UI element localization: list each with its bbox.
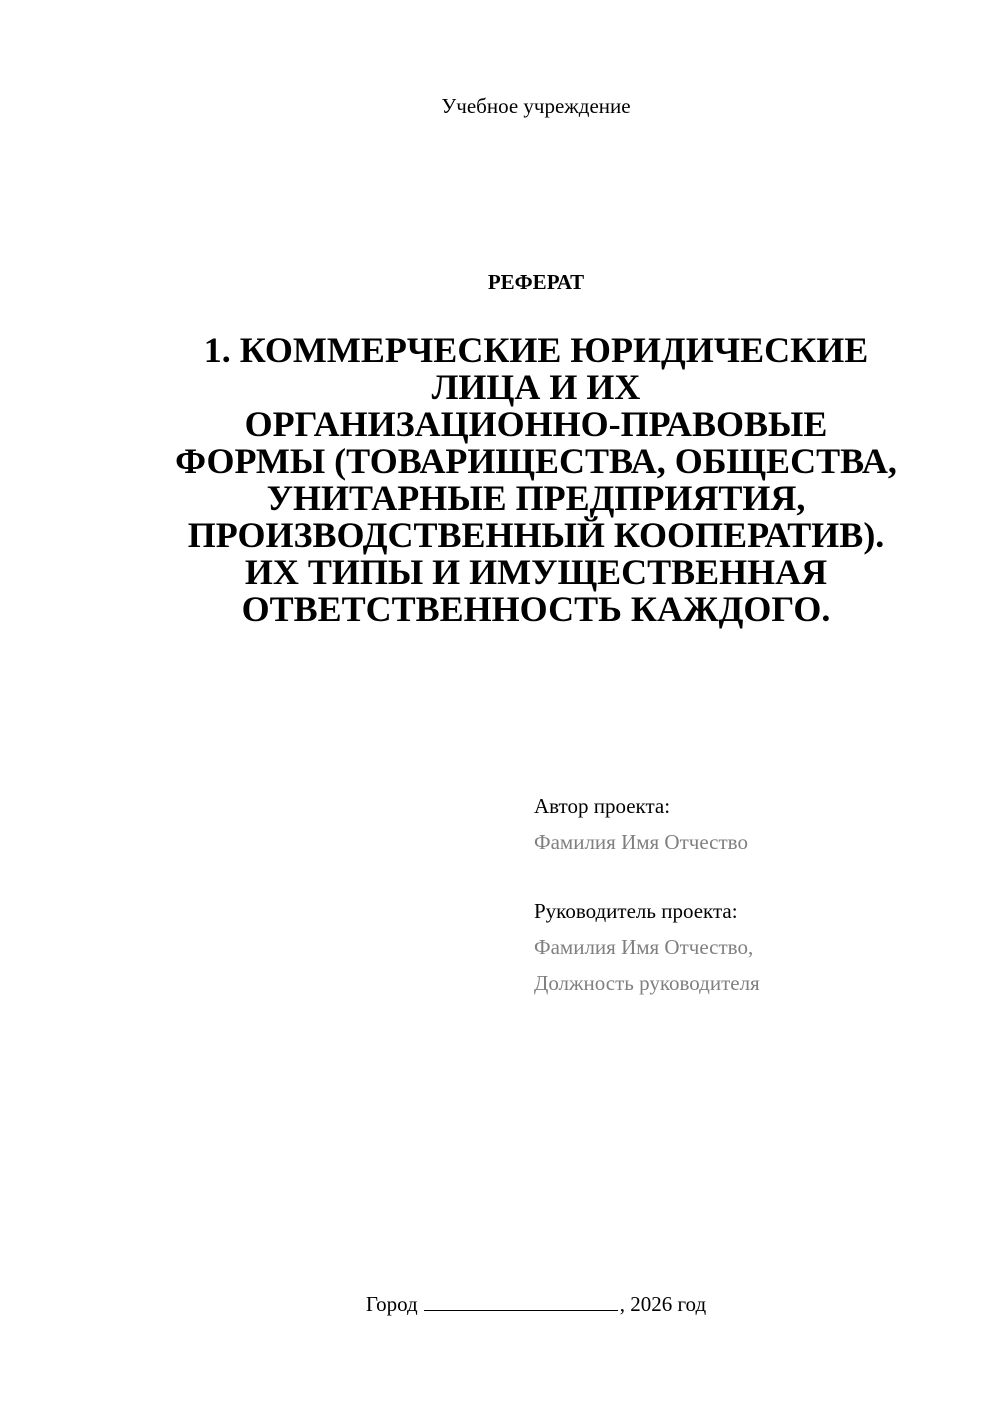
title-line: ОРГАНИЗАЦИОННО-ПРАВОВЫЕ xyxy=(244,404,828,444)
year-text: , 2026 год xyxy=(619,1292,707,1316)
institution-name: Учебное учреждение xyxy=(441,94,631,118)
document-type: РЕФЕРАТ xyxy=(487,270,585,294)
supervisor-label: Руководитель проекта: xyxy=(534,899,738,923)
title-line: ОТВЕТСТВЕННОСТЬ КАЖДОГО. xyxy=(241,589,831,629)
title-line: ИХ ТИПЫ И ИМУЩЕСТВЕННАЯ xyxy=(244,552,828,592)
author-label: Автор проекта: xyxy=(534,794,671,818)
city-blank-line xyxy=(424,1290,618,1311)
document-title xyxy=(140,332,932,628)
author-block xyxy=(534,788,954,860)
title-line: ЛИЦА И ИХ xyxy=(431,367,641,407)
supervisor-position: Должность руководителя xyxy=(534,971,760,995)
title-line: УНИТАРНЫЕ ПРЕДПРИЯТИЯ, xyxy=(266,478,806,518)
title-line: ФОРМЫ (ТОВАРИЩЕСТВА, ОБЩЕСТВА, xyxy=(175,441,897,481)
author-name: Фамилия Имя Отчество xyxy=(534,830,748,854)
supervisor-name: Фамилия Имя Отчество, xyxy=(534,935,754,959)
city-label: Город xyxy=(365,1292,418,1316)
supervisor-block xyxy=(534,893,954,1001)
title-line: ПРОИЗВОДСТВЕННЫЙ КООПЕРАТИВ). xyxy=(187,515,885,555)
city-year-line xyxy=(0,1290,1000,1318)
title-line: 1. КОММЕРЧЕСКИЕ ЮРИДИЧЕСКИЕ xyxy=(203,330,869,370)
